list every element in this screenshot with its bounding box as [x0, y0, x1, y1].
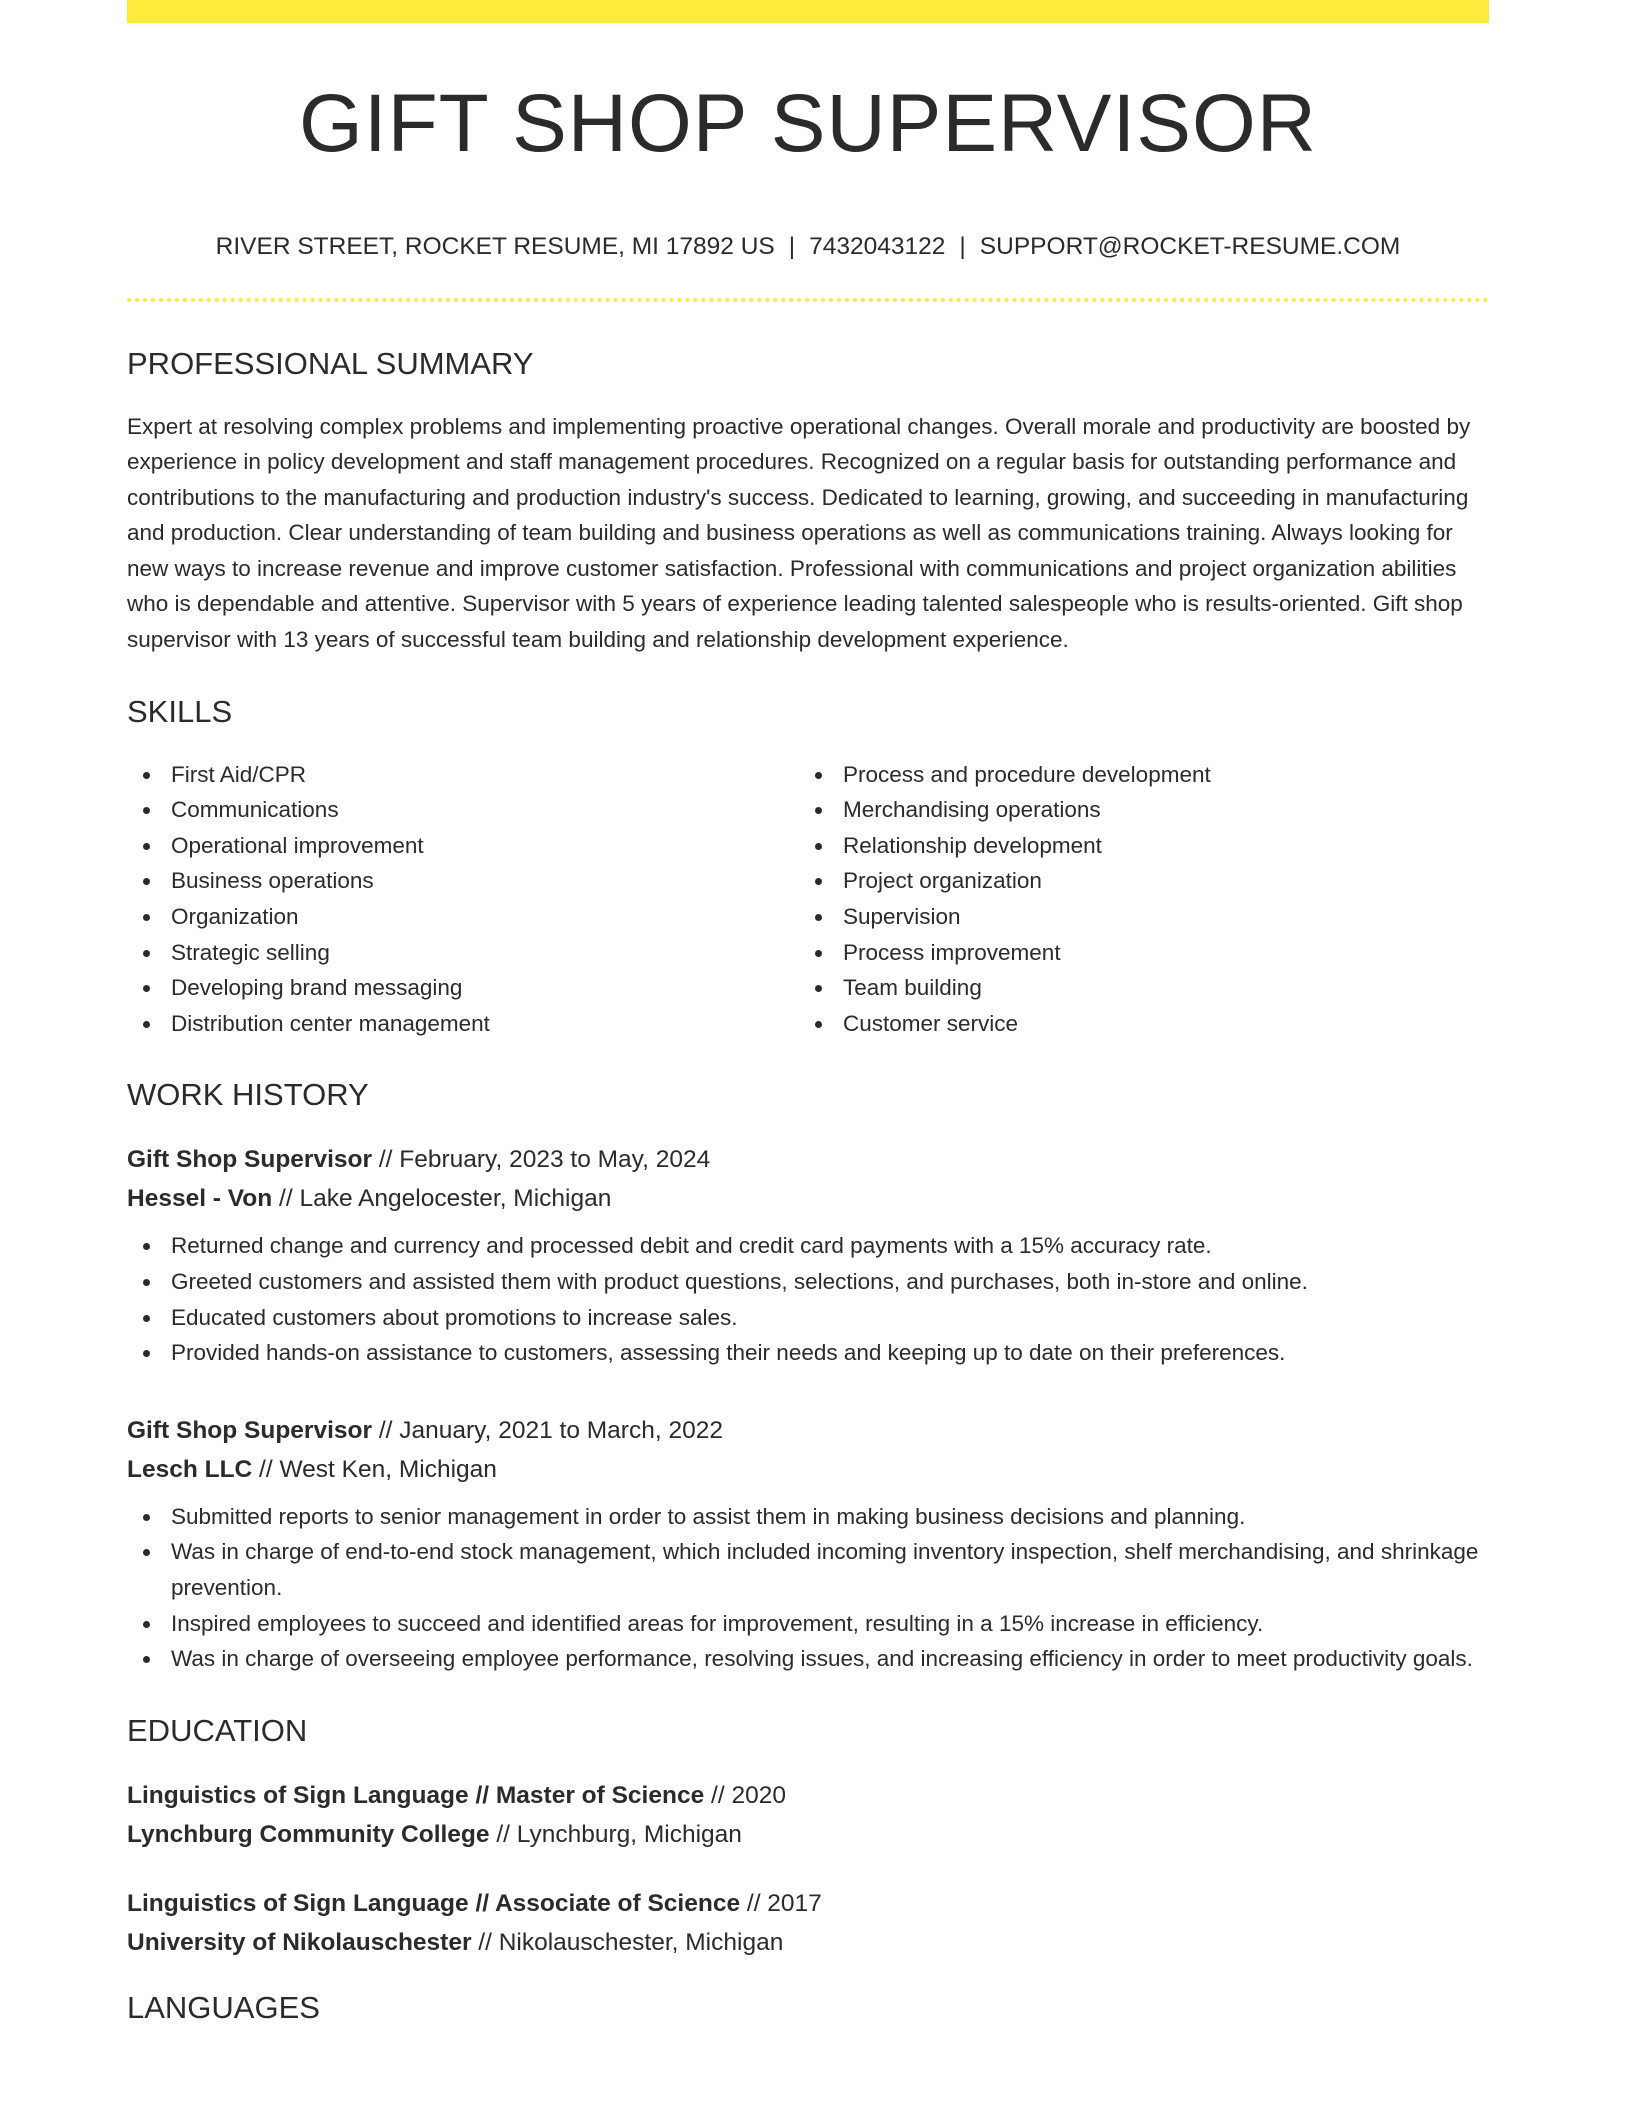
- skills-columns: [127, 757, 1489, 1042]
- skill-item: Operational improvement: [127, 828, 799, 864]
- education-location: // Nikolauschester, Michigan: [471, 1928, 784, 1956]
- skill-item: Communications: [127, 792, 799, 828]
- job-bullet: Greeted customers and assisted them with product questions, selections, and purchases, both in-store and online.: [127, 1264, 1489, 1300]
- education-degree: Linguistics of Sign Language // Associate of Science: [127, 1889, 741, 1917]
- job-dates: // February, 2023 to May, 2024: [372, 1146, 711, 1174]
- job-bullet: Provided hands-on assistance to customers, assessing their needs and keeping up to date on their preferences.: [127, 1335, 1489, 1371]
- job-bullet: Returned change and currency and processed debit and credit card payments with a 15% accuracy rate.: [127, 1228, 1489, 1264]
- skill-item: Strategic selling: [127, 935, 799, 971]
- contact-email[interactable]: SUPPORT@ROCKET-RESUME.COM: [979, 233, 1401, 260]
- job-dates: // January, 2021 to March, 2022: [372, 1416, 723, 1444]
- skill-item: Team building: [799, 970, 1471, 1006]
- education-school-line: [127, 1923, 1489, 1962]
- job-bullets: [127, 1499, 1489, 1677]
- skills-column-left: [127, 757, 799, 1042]
- contact-address: RIVER STREET, ROCKET RESUME, MI 17892 US: [215, 233, 775, 260]
- job-company: Lesch LLC: [127, 1455, 253, 1483]
- education-year: // 2017: [740, 1889, 822, 1917]
- skill-item: Customer service: [799, 1006, 1471, 1042]
- summary-text: Expert at resolving complex problems and implementing proactive operational changes. Overall morale and productivity are boosted by experience in policy development and staff management procedures. Recognized on a regular basis for outstanding performance and contributions to the manufacturing and production industry's success. Dedicated to learning, growing, and succeeding in manufacturing and production. Clear understanding of team building and business operations as well as communications training. Always looking for new ways to increase revenue and improve customer satisfaction. Professional with communications and project organization abilities who is dependable and attentive. Supervisor with 5 years of experience leading talented salespeople who is results-oriented. Gift shop supervisor with 13 years of successful team building and relationship development experience.: [127, 413, 1471, 653]
- job-company-line: [127, 1179, 1489, 1218]
- job-bullet: Was in charge of end-to-end stock management, which included incoming inventory inspection, shelf merchandising, and shrinkage prevention.: [127, 1534, 1489, 1605]
- contact-separator: |: [959, 233, 966, 260]
- job-bullet: Submitted reports to senior management in order to assist them in making business decisions and planning.: [127, 1499, 1489, 1535]
- job-location: // Lake Angelocester, Michigan: [272, 1185, 612, 1213]
- education-degree-line: [127, 1884, 1489, 1923]
- skill-item: Supervision: [799, 899, 1471, 935]
- section-title-languages: LANGUAGES: [127, 1989, 320, 2025]
- job-bullet: Inspired employees to succeed and identified areas for improvement, resulting in a 15% increase in efficiency.: [127, 1606, 1489, 1642]
- resume-page: [127, 0, 1489, 2023]
- job-company: Hessel - Von: [127, 1185, 273, 1213]
- job-bullets: [127, 1228, 1489, 1370]
- job-position-line: [127, 1411, 1489, 1450]
- job-entry: [127, 1411, 1489, 1677]
- skill-item: Relationship development: [799, 828, 1471, 864]
- contact-separator: |: [788, 233, 796, 260]
- job-entry: [127, 1140, 1489, 1370]
- dotted-divider: [127, 298, 1489, 302]
- job-position: Gift Shop Supervisor: [127, 1416, 373, 1444]
- education-location: // Lynchburg, Michigan: [489, 1820, 742, 1848]
- education-entry: [127, 1776, 1489, 1854]
- job-position: Gift Shop Supervisor: [127, 1146, 373, 1174]
- education-degree: Linguistics of Sign Language // Master of Science: [127, 1781, 705, 1809]
- education-school: University of Nikolauschester: [127, 1928, 472, 1956]
- section-title-skills: SKILLS: [127, 693, 233, 729]
- accent-top-bar: [127, 0, 1489, 23]
- skill-item: Organization: [127, 899, 799, 935]
- section-title-education: EDUCATION: [127, 1712, 308, 1748]
- resume-title: GIFT SHOP SUPERVISOR: [299, 78, 1317, 169]
- education-school: Lynchburg Community College: [127, 1820, 490, 1848]
- skill-item: Developing brand messaging: [127, 970, 799, 1006]
- job-location: // West Ken, Michigan: [252, 1455, 497, 1483]
- job-bullet: Was in charge of overseeing employee performance, resolving issues, and increasing efficiency in order to meet productivity goals.: [127, 1641, 1489, 1677]
- section-title-summary: PROFESSIONAL SUMMARY: [127, 345, 534, 381]
- skill-item: Process improvement: [799, 935, 1471, 971]
- education-degree-line: [127, 1776, 1489, 1815]
- contact-line: [127, 235, 1489, 260]
- skill-item: Project organization: [799, 863, 1471, 899]
- skill-item: Process and procedure development: [799, 757, 1471, 793]
- skill-item: Merchandising operations: [799, 792, 1471, 828]
- education-school-line: [127, 1815, 1489, 1854]
- job-company-line: [127, 1450, 1489, 1489]
- skill-item: Business operations: [127, 863, 799, 899]
- skills-column-right: [799, 757, 1471, 1042]
- job-position-line: [127, 1140, 1489, 1179]
- contact-phone: 7432043122: [809, 233, 946, 260]
- skill-item: Distribution center management: [127, 1006, 799, 1042]
- skill-item: First Aid/CPR: [127, 757, 799, 793]
- education-year: // 2020: [704, 1781, 786, 1809]
- education-entry: [127, 1884, 1489, 1962]
- job-bullet: Educated customers about promotions to increase sales.: [127, 1300, 1489, 1336]
- section-title-work-history: WORK HISTORY: [127, 1077, 369, 1113]
